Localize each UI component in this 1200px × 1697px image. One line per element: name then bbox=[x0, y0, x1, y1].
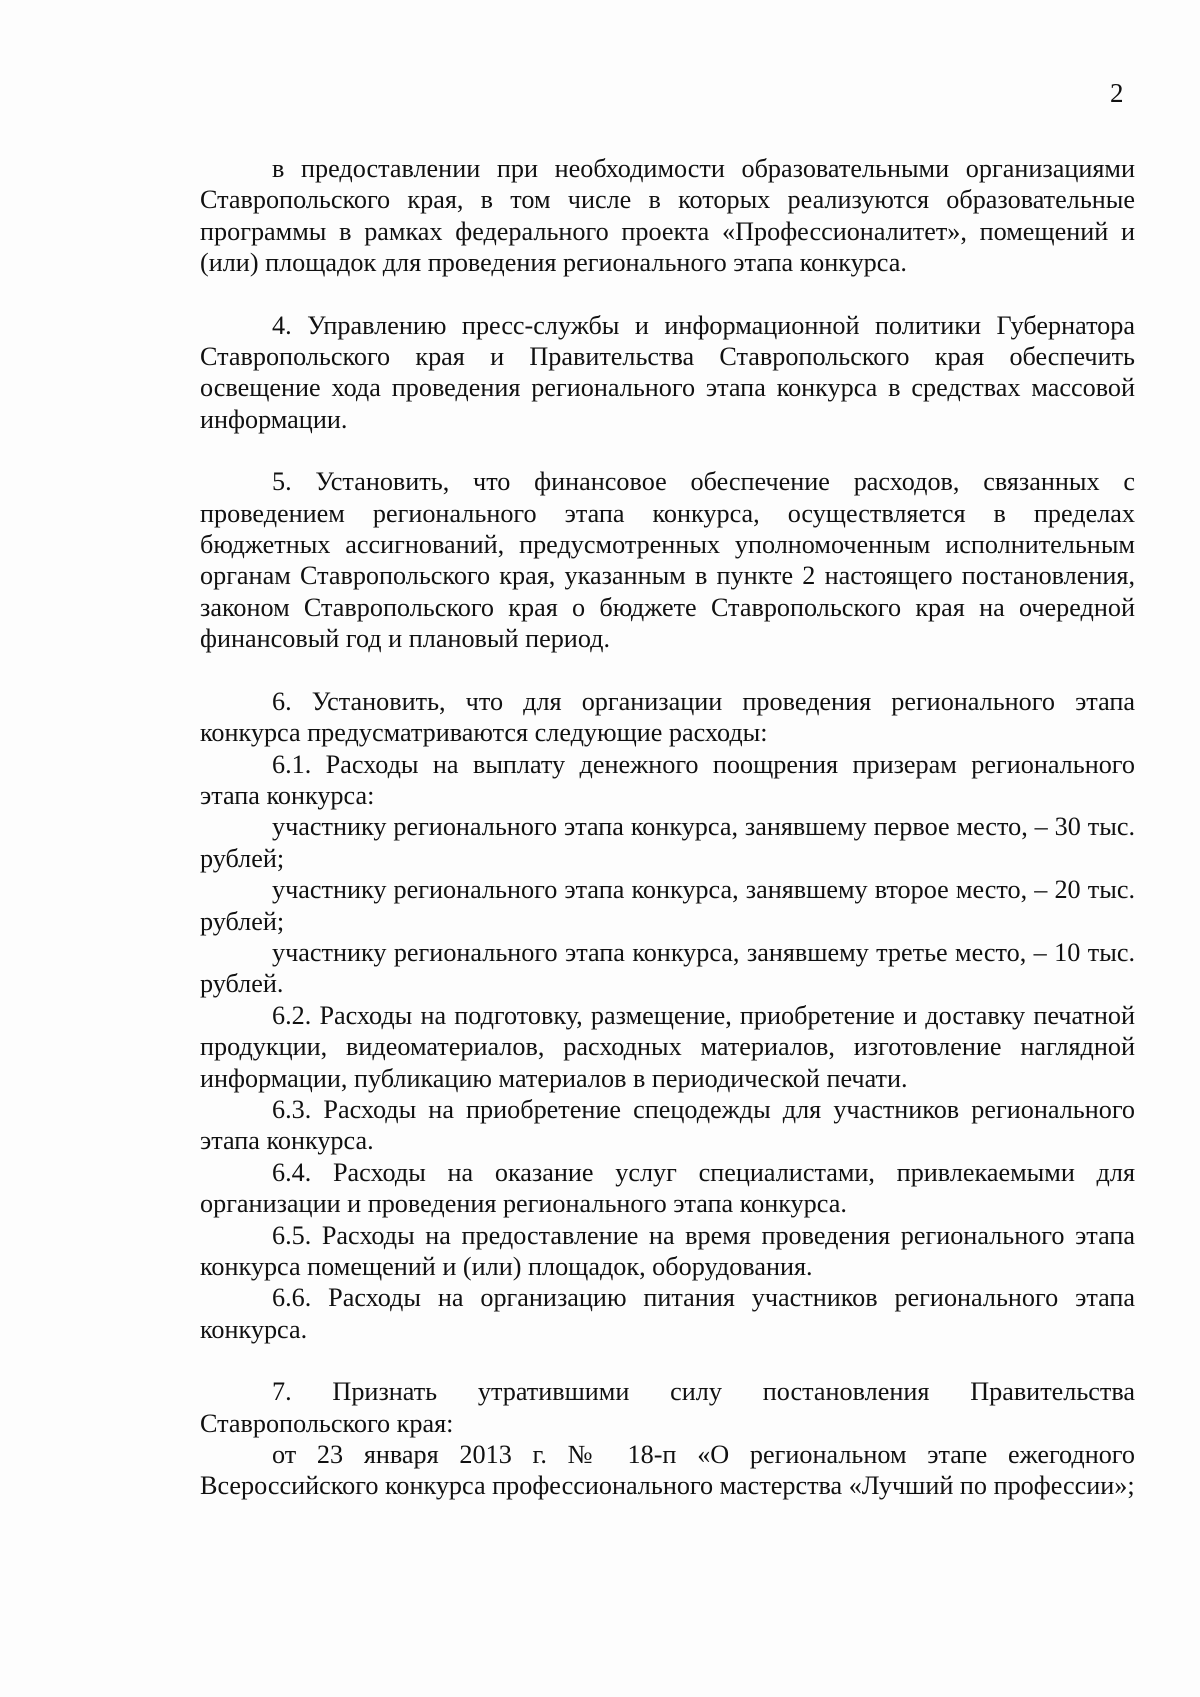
paragraph-7-item-1: от 23 января 2013 г. № 18-п «О региональном этапе ежегодного Всероссийского конкурса профессионального мастерства «Лучший по профессии»; bbox=[200, 1440, 1135, 1501]
paragraph-4: 4. Управлению пресс-службы и информационной политики Губернатора Ставропольского края и Правительства Ставропольского края обеспечить освещение хода проведения регионального этапа конкурса в средствах массовой информации. bbox=[200, 310, 1135, 434]
paragraph-6: 6. Установить, что для организации проведения регионального этапа конкурса предусматриваются следующие расходы: bbox=[200, 686, 1135, 748]
paragraph-6-6: 6.6. Расходы на организацию питания участников регионального этапа конкурса. bbox=[200, 1283, 1135, 1344]
paragraph-6-4: 6.4. Расходы на оказание услуг специалистами, привлекаемыми для организации и проведения регионального этапа конкурса. bbox=[200, 1157, 1135, 1219]
document-body bbox=[200, 153, 1135, 1502]
page-number: 2 bbox=[1110, 78, 1124, 108]
paragraph-6-1: 6.1. Расходы на выплату денежного поощрения призерам регионального этапа конкурса: bbox=[200, 749, 1135, 810]
paragraph-3-continuation: в предоставлении при необходимости образовательными организациями Ставропольского края, в том числе в которых реализуются образовательные программы в рамках федерального проекта «Профессионалитет», помещений и (или) площадок для проведения регионального этапа конкурса. bbox=[200, 154, 1135, 278]
paragraph-5: 5. Установить, что финансовое обеспечение расходов, связанных с проведением регионального этапа конкурса, осуществляется в пределах бюджетных ассигнований, предусмотренных уполномоченным исполнительным органам Ставропольского края, указанным в пункте 2 настоящего постановления, законом Ставропольского края о бюджете Ставропольского края на очередной финансовый год и плановый период. bbox=[200, 467, 1135, 654]
paragraph-6-3: 6.3. Расходы на приобретение спецодежды для участников регионального этапа конкурса. bbox=[200, 1094, 1135, 1156]
paragraph-7: 7. Признать утратившими силу постановления Правительства Ставропольского края: bbox=[200, 1377, 1135, 1438]
prize-second-place: участнику регионального этапа конкурса, занявшему второе место, – 20 тыс. рублей; bbox=[200, 875, 1135, 936]
prize-first-place: участнику регионального этапа конкурса, занявшему первое место, – 30 тыс. рублей; bbox=[200, 812, 1135, 873]
paragraph-6-5: 6.5. Расходы на предоставление на время проведения регионального этапа конкурса помещений и (или) площадок, оборудования. bbox=[200, 1220, 1135, 1281]
prize-third-place: участнику регионального этапа конкурса, занявшему третье место, – 10 тыс. рублей. bbox=[200, 937, 1135, 999]
paragraph-6-2: 6.2. Расходы на подготовку, размещение, приобретение и доставку печатной продукции, видеоматериалов, расходных материалов, изготовление наглядной информации, публикацию материалов в периодической печати. bbox=[200, 1000, 1135, 1093]
